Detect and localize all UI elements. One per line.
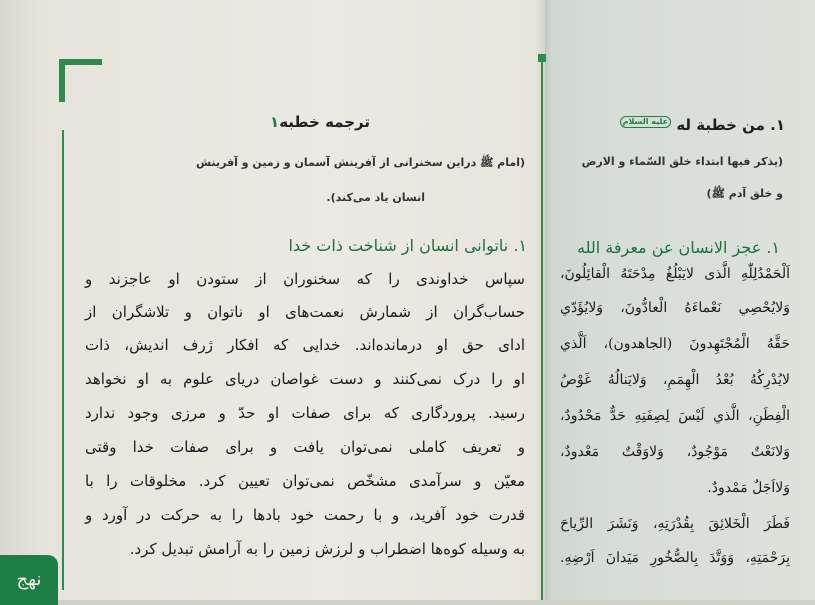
left-paragraph-line: قدرت خود آفرید، و با رحمت خود بادها را به حرکت در آورد و — [85, 506, 525, 524]
left-intro-line1: (امام ﷺ دراین سخنرانی از آفرینش آسمان و زمین و آفرینش — [195, 156, 525, 169]
left-paragraph-line: او را درک نمی‌کنند و دست غواصان دریای علوم به او نخواهد — [85, 370, 525, 388]
right-paragraph-line: وَلانَعْتٌ مَوْجُودٌ، وَلاوَقْتٌ مَعْدودٌ، — [560, 444, 790, 460]
right-paragraph-line: حَقَّهُ الْمُجْتَهِدونَ (الجاهدون)، اَلَّذي — [560, 336, 790, 352]
right-paragraph-line: الْفِطَنِ، الَّذي لَيْسَ لِصِفَتِهِ حَدٌّ مَحْدُودٌ، — [560, 408, 790, 424]
corner-tab — [0, 555, 58, 605]
corner-tab-label: نهج — [16, 569, 42, 590]
left-paragraph-line: ادای حق او درمانده‌اند. خدایی که افکار ژرف اندیش، ذات — [85, 336, 525, 354]
margin-line-right — [541, 60, 543, 600]
right-paragraph-line: لايُدْرِكُهُ بُعْدُ الْهِمَمِ، وَلايَنالُهُ غَوْصُ — [560, 372, 790, 388]
right-paragraph-line: فَطَرَ الْخَلائِقَ بِقُدْرَتِهِ، وَنَشَرَ الرِّياحَ — [560, 516, 790, 532]
left-page-title — [270, 113, 370, 131]
right-section-heading: ۱. عجز الانسان عن معرفة الله — [577, 238, 780, 257]
left-paragraph-line: معیّن و سرآمدی مشخّص نمی‌توان تعیین کرد. مخلوقات را با — [85, 472, 525, 490]
left-intro-line2: انسان یاد می‌کند). — [326, 191, 425, 204]
right-paragraph-line: وَلايُحْصِي نَعْماءَهُ الْعادُّونَ، وَلايُؤَدّي — [560, 300, 790, 316]
left-title-number: ۱ — [270, 113, 280, 131]
corner-ornament-right — [538, 54, 548, 64]
right-paragraph-line: بِرَحْمَتِهِ، وَوَتَّدَ بِالصُّخُورِ مَيَدانَ اَرْضِهِ. — [560, 550, 790, 566]
right-title-text: ۱. من خطبة له — [676, 116, 785, 134]
right-intro-line1: (يذكر فيها ابتداء خلق السّماء و الارض — [581, 155, 783, 168]
left-title-text: ترجمه خطبه — [279, 113, 370, 131]
right-paragraph-line: وَلااَجَلٌ مَمْدودٌ. — [707, 480, 790, 496]
left-paragraph-line: به وسیله کوه‌ها اضطراب و لرزش زمین را به آرامش تبدیل کرد. — [129, 540, 525, 558]
right-paragraph-line: اَلْحَمْدُلِلّٰهِ الَّذى لايَبْلُغُ مِدْحَتَهُ الْقائِلُونَ، — [560, 266, 790, 282]
honorific-seal: عليه السلام — [620, 116, 671, 128]
left-paragraph-line: و تعریف کاملی نمی‌توان یافت و برای صفات خدا وقتی — [85, 438, 525, 456]
left-paragraph-line: سپاس خداوندی را که سخنوران از ستودن او عاجزند و — [85, 270, 525, 288]
right-page-title — [620, 116, 785, 134]
corner-ornament-left — [58, 58, 106, 106]
left-paragraph-line: حساب‌گران از شمارش نعمت‌های او ناتوان و تلاشگران از — [85, 303, 525, 321]
left-section-heading: ۱. ناتوانی انسان از شناخت ذات خدا — [288, 236, 527, 255]
right-intro-line2: و خلق آدم ﷺ) — [706, 187, 783, 200]
left-paragraph-line: رسید. پروردگاری که برای صفات او حدّ و مرزی وجود ندارد — [85, 404, 525, 422]
book-gutter — [535, 0, 551, 600]
margin-line-left — [62, 130, 64, 590]
